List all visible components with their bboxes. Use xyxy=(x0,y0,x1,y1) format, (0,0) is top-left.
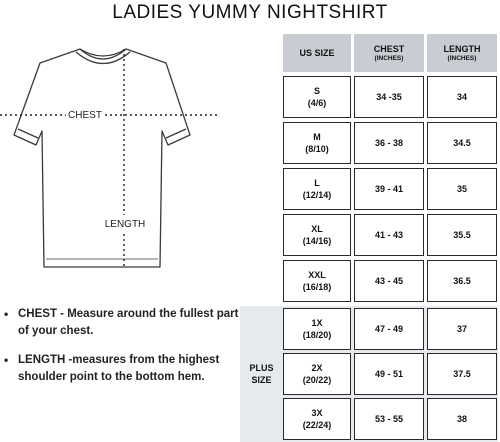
header-length-label: LENGTH xyxy=(443,44,481,54)
table-cell-chest: 36 - 38 xyxy=(354,122,424,164)
table-cell-chest: 34 -35 xyxy=(354,76,424,118)
table-cell-chest: 47 - 49 xyxy=(354,308,424,350)
table-cell-length: 37.5 xyxy=(427,353,497,395)
header-us-size-label: US SIZE xyxy=(299,48,335,58)
plus-size-label-line1: PLUS xyxy=(249,363,274,373)
header-chest-label: CHEST xyxy=(373,44,405,54)
note-length xyxy=(4,352,244,386)
nightshirt-diagram xyxy=(0,45,240,285)
nightshirt-outline-icon xyxy=(14,49,190,267)
note-chest-text: CHEST - Measure around the fullest part of your chest. xyxy=(18,308,239,337)
length-label: LENGTH xyxy=(104,219,146,230)
header-length-unit: (INCHES) xyxy=(447,55,477,62)
table-row-size: XL (14/16) xyxy=(283,214,351,256)
table-cell-chest: 49 - 51 xyxy=(354,353,424,395)
bullet-icon: • xyxy=(4,307,9,321)
chest-label: CHEST xyxy=(68,110,102,121)
table-row-size: S (4/6) xyxy=(283,76,351,118)
header-chest-unit: (INCHES) xyxy=(374,55,404,62)
header-length xyxy=(427,34,497,72)
plus-size-label xyxy=(240,306,283,442)
plus-size-label-line2: SIZE xyxy=(251,375,272,385)
note-chest xyxy=(4,306,244,340)
note-length-text: LENGTH -measures from the highest shoulder point to the bottom hem. xyxy=(18,354,220,383)
bullet-icon: • xyxy=(4,353,9,367)
table-cell-length: 34 xyxy=(427,76,497,118)
header-chest xyxy=(354,34,424,72)
measurement-notes xyxy=(4,306,244,398)
table-cell-chest: 43 - 45 xyxy=(354,260,424,302)
table-row-size: 1X (18/20) xyxy=(283,308,351,350)
table-cell-chest: 39 - 41 xyxy=(354,168,424,210)
table-row-size: L (12/14) xyxy=(283,168,351,210)
table-cell-length: 36.5 xyxy=(427,260,497,302)
table-cell-length: 34.5 xyxy=(427,122,497,164)
table-row-size: 2X (20/22) xyxy=(283,353,351,395)
table-cell-length: 37 xyxy=(427,308,497,350)
table-row-size: M (8/10) xyxy=(283,122,351,164)
page-title: LADIES YUMMY NIGHTSHIRT xyxy=(112,2,388,23)
table-cell-length: 35 xyxy=(427,168,497,210)
header-us-size xyxy=(283,34,351,72)
table-cell-length: 35.5 xyxy=(427,214,497,256)
table-row-size: XXL (16/18) xyxy=(283,260,351,302)
table-cell-length: 38 xyxy=(427,398,497,440)
table-cell-chest: 53 - 55 xyxy=(354,398,424,440)
table-cell-chest: 41 - 43 xyxy=(354,214,424,256)
size-chart-table xyxy=(240,0,498,442)
table-row-size: 3X (22/24) xyxy=(283,398,351,440)
